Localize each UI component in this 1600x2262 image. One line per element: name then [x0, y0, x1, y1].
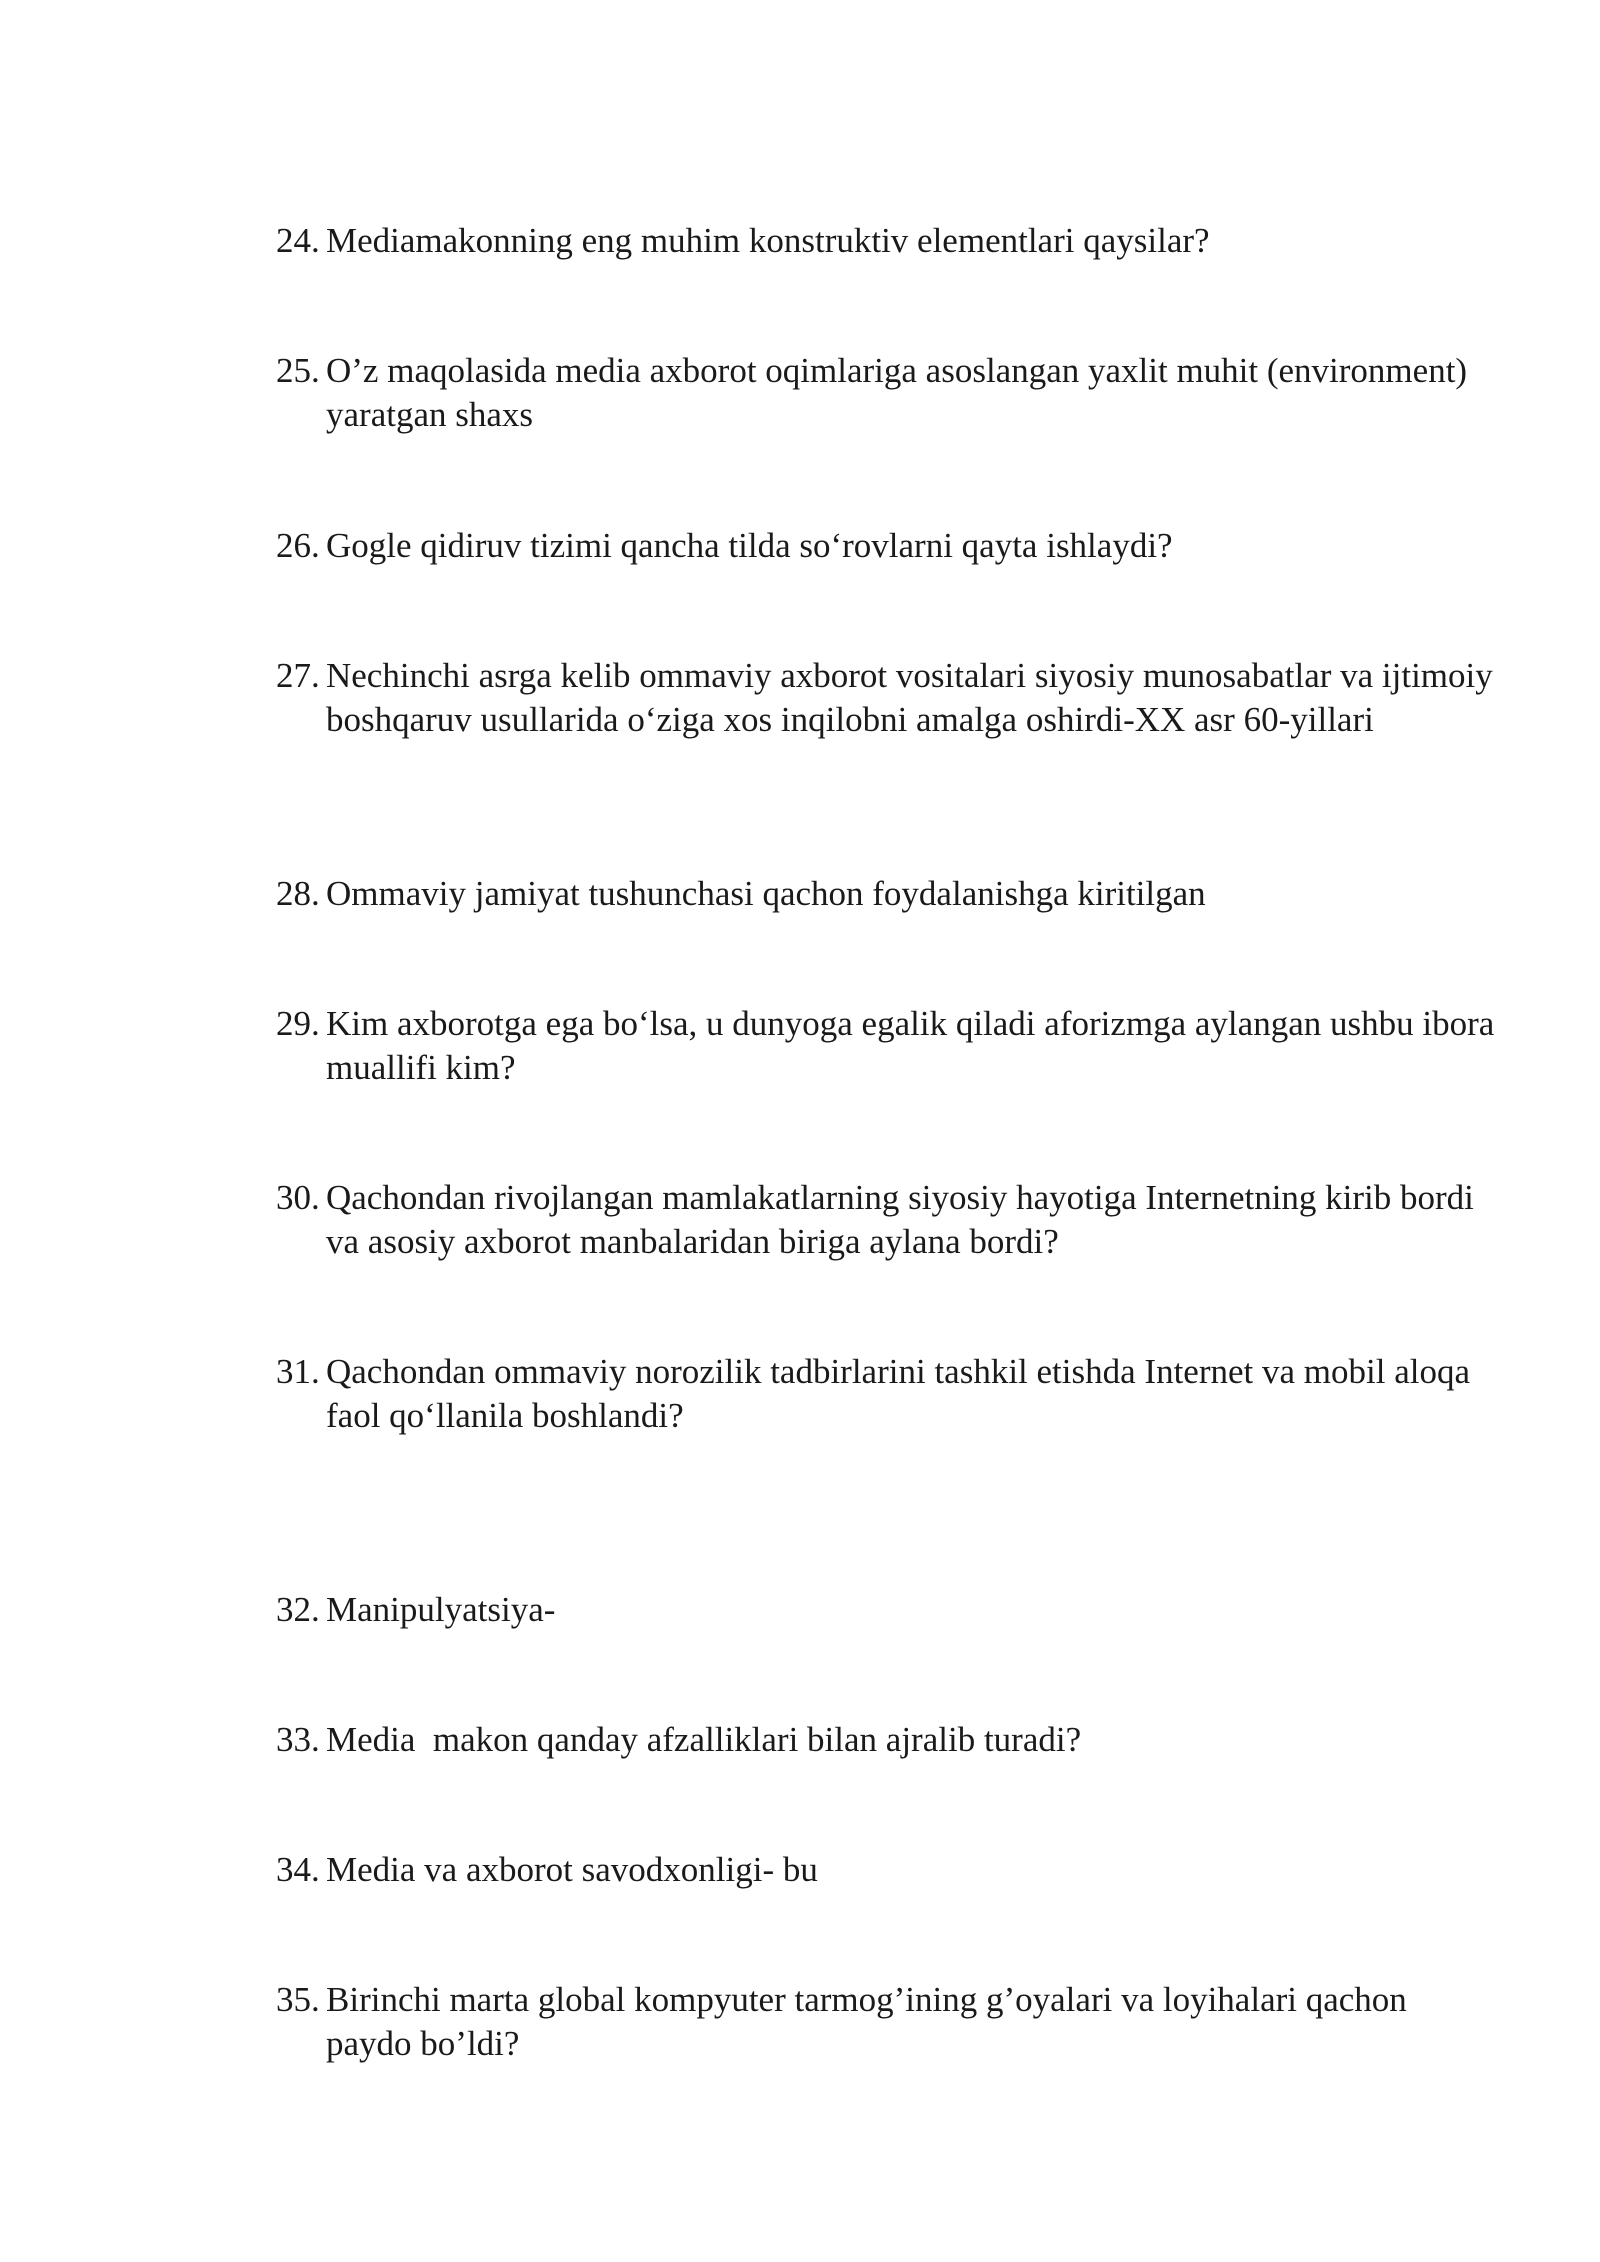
question-text: Mediamakonning eng muhim konstruktiv elementlari qaysilar? [326, 221, 1210, 260]
question-number: 31. [276, 1352, 320, 1391]
question-number: 33. [276, 1720, 320, 1759]
question-number: 27. [276, 656, 320, 695]
question-number: 26. [276, 526, 320, 565]
question-30 [276, 1176, 1496, 1264]
question-number: 25. [276, 351, 320, 390]
question-text: Birinchi marta global kompyuter tarmog’ining g’oyalari va loyihalari qachon paydo bo’ldi? [326, 1980, 1407, 2063]
question-number: 24. [276, 221, 320, 260]
question-number: 34. [276, 1850, 320, 1889]
question-29 [276, 1002, 1496, 1090]
question-text: Qachondan ommaviy norozilik tadbirlarini tashkil etishda Internet va mobil aloqa faol qo‘llanila boshlandi? [326, 1352, 1470, 1435]
question-text: Kim axborotga ega bo‘lsa, u dunyoga egalik qiladi aforizmga aylangan ushbu ibora muallifi kim? [326, 1004, 1495, 1087]
question-text: Nechinchi asrga kelib ommaviy axborot vositalari siyosiy munosabatlar va ijtimoiy boshqaruv usullarida o‘ziga xos inqilobni amalga oshirdi-XX asr 60-yillari [326, 656, 1493, 739]
question-number: 28. [276, 874, 320, 913]
question-25 [276, 349, 1496, 437]
question-27 [276, 654, 1496, 742]
question-text: Gogle qidiruv tizimi qancha tilda so‘rovlarni qayta ishlaydi? [326, 526, 1173, 565]
question-text: Qachondan rivojlangan mamlakatlarning siyosiy hayotiga Internetning kirib bordi va asosiy axborot manbalaridan biriga aylana bordi? [326, 1178, 1474, 1261]
question-text: Media makon qanday afzalliklari bilan ajralib turadi? [326, 1720, 1082, 1759]
question-text: Manipulyatsiya- [326, 1590, 556, 1629]
question-26 [276, 524, 1496, 568]
question-24 [276, 219, 1496, 263]
question-text: Ommaviy jamiyat tushunchasi qachon foydalanishga kiritilgan [326, 874, 1206, 913]
question-text: Media va axborot savodxonligi- bu [326, 1850, 818, 1889]
question-text: O’z maqolasida media axborot oqimlariga asoslangan yaxlit muhit (environment) yaratgan shaxs [326, 351, 1468, 434]
question-32 [276, 1588, 1496, 1632]
question-number: 30. [276, 1178, 320, 1217]
question-number: 32. [276, 1590, 320, 1629]
question-number: 35. [276, 1980, 320, 2019]
question-31 [276, 1350, 1496, 1438]
question-number: 29. [276, 1004, 320, 1043]
question-28 [276, 872, 1496, 916]
question-33 [276, 1718, 1496, 1762]
question-35 [276, 1978, 1496, 2066]
question-34 [276, 1848, 1496, 1892]
